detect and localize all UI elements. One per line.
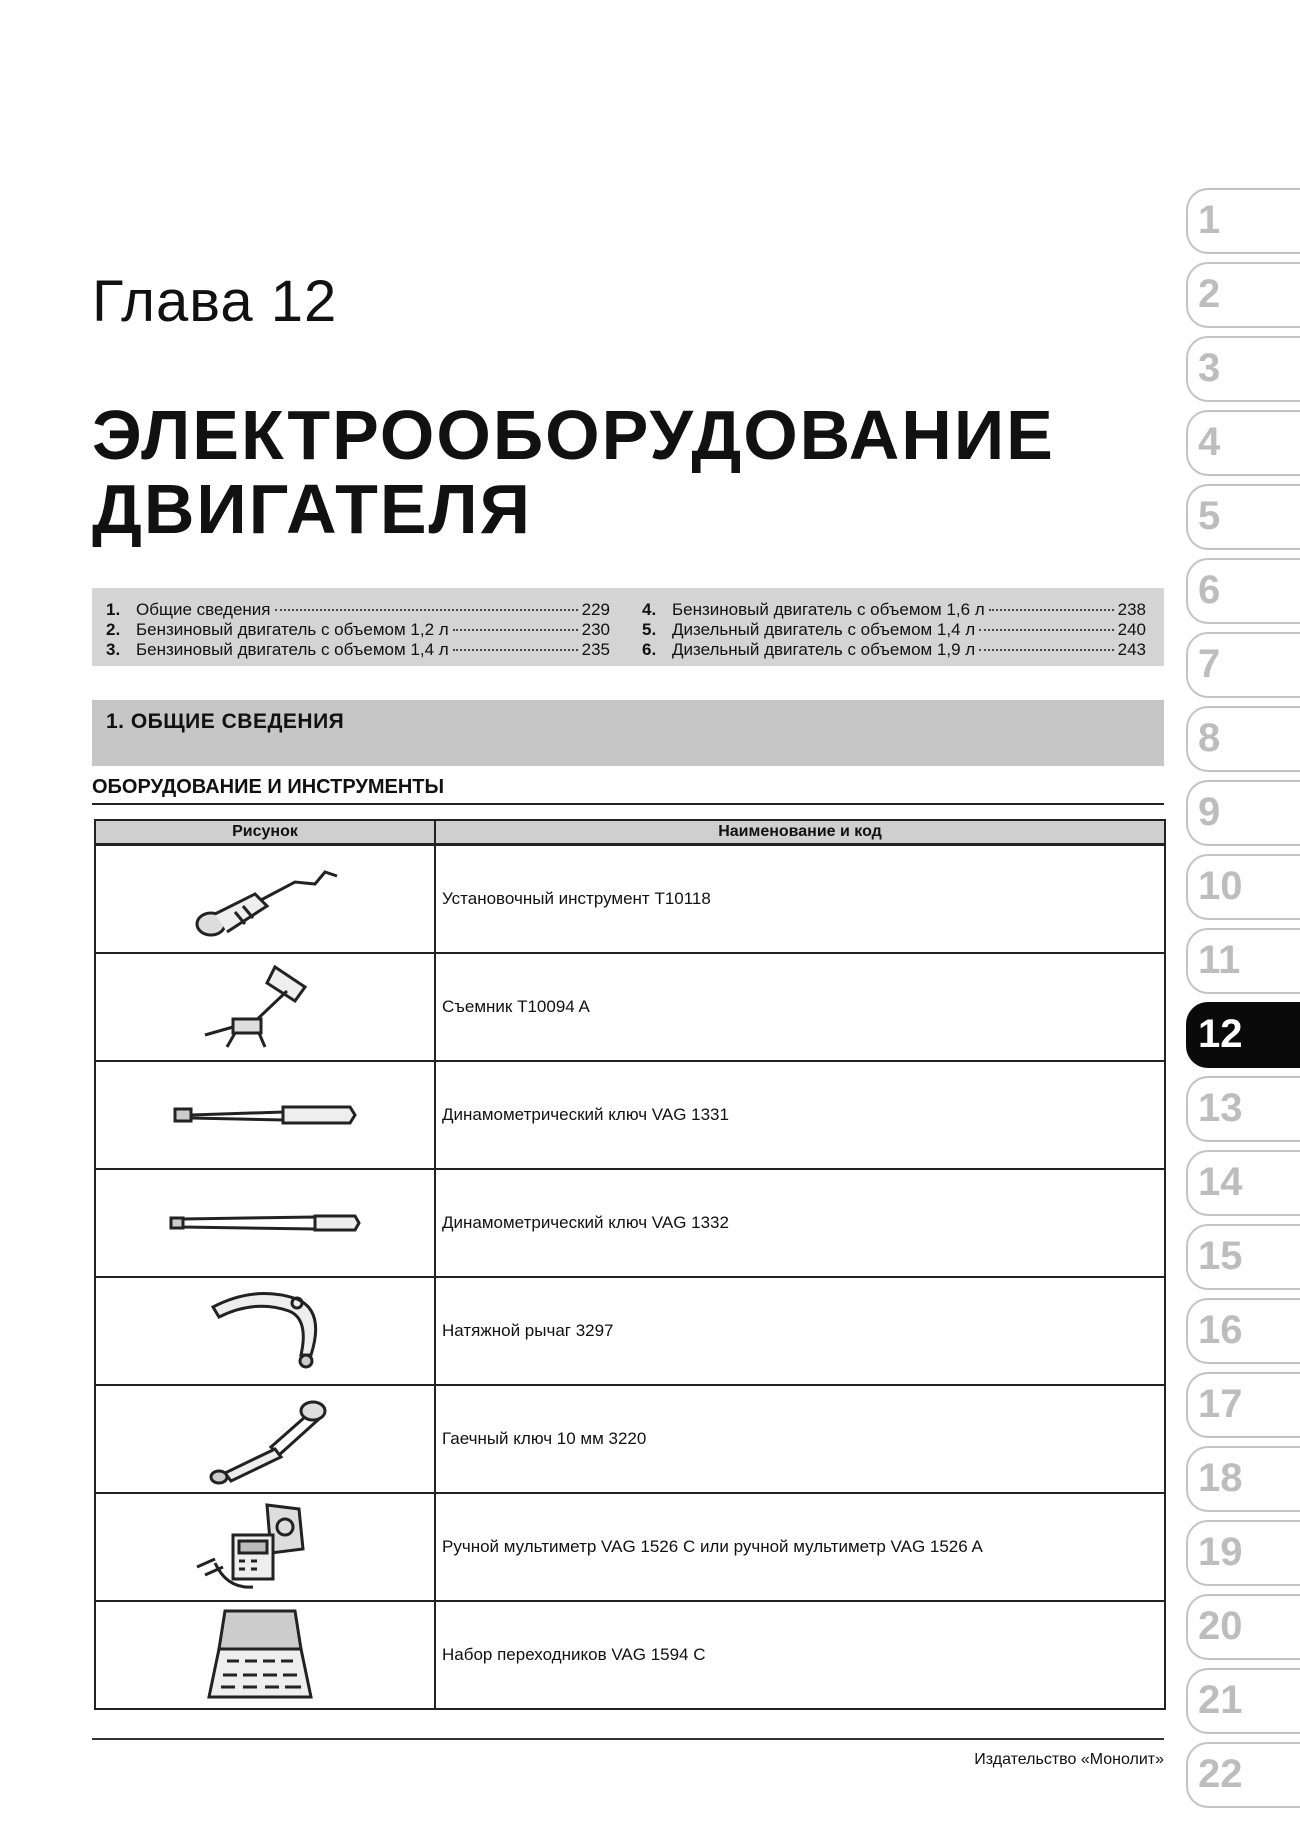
contents-item-text: Дизельный двигатель с объемом 1,9 л	[672, 640, 976, 659]
contents-item-text: Бензиновый двигатель с объемом 1,6 л	[672, 600, 985, 619]
contents-item-number: 3.	[106, 640, 121, 659]
chapter-tab-17[interactable]	[1186, 1372, 1300, 1438]
contents-item-text: Дизельный двигатель с объемом 1,4 л	[672, 620, 976, 639]
table-row	[95, 953, 1165, 1061]
tool-name: Ручной мультиметр VAG 1526 C или ручной мультиметр VAG 1526 A	[435, 1493, 1165, 1601]
contents-item[interactable]	[106, 600, 610, 620]
chapter-tab-12-active[interactable]	[1186, 1002, 1300, 1068]
chapter-tab-1[interactable]	[1186, 188, 1300, 254]
table-row	[95, 1061, 1165, 1169]
tool-name: Натяжной рычаг 3297	[435, 1277, 1165, 1385]
chapter-tab-20[interactable]	[1186, 1594, 1300, 1660]
chapter-tab-5[interactable]	[1186, 484, 1300, 550]
tool-name: Динамометрический ключ VAG 1331	[435, 1061, 1165, 1169]
chapter-tab-14[interactable]	[1186, 1150, 1300, 1216]
chapter-tab-label: 14	[1198, 1160, 1243, 1204]
table-row	[95, 1385, 1165, 1493]
contents-item-number: 1.	[106, 600, 121, 619]
chapter-title-line-1: ЭЛЕКТРООБОРУДОВАНИЕ	[92, 396, 1055, 474]
tool-name: Гаечный ключ 10 мм 3220	[435, 1385, 1165, 1493]
contents-item-page: 240	[1117, 620, 1146, 639]
tension-lever-icon	[185, 1281, 345, 1381]
chapter-tab-15[interactable]	[1186, 1224, 1300, 1290]
chapter-tab-label: 12	[1198, 1012, 1243, 1056]
chapter-contents	[92, 588, 1164, 666]
chapter-tabs	[1186, 188, 1300, 1816]
contents-leader	[275, 609, 578, 611]
socket-wrench-icon	[175, 1389, 355, 1489]
picture-cell	[95, 1169, 435, 1277]
contents-leader	[989, 609, 1114, 611]
contents-item-page: 229	[581, 600, 610, 619]
picture-cell	[95, 1385, 435, 1493]
chapter-label: Глава 12	[92, 269, 338, 334]
contents-item[interactable]	[106, 640, 610, 660]
chapter-tab-6[interactable]	[1186, 558, 1300, 624]
setting-tool-icon	[175, 854, 355, 944]
contents-item-number: 4.	[642, 600, 657, 619]
contents-item-number: 6.	[642, 640, 657, 659]
subsection-divider	[92, 803, 1164, 805]
torque-wrench-icon	[165, 1095, 365, 1135]
tool-name: Установочный инструмент T10118	[435, 845, 1165, 954]
contents-item-text: Общие сведения	[136, 600, 271, 619]
contents-item[interactable]	[642, 600, 1146, 620]
chapter-tab-label: 7	[1198, 642, 1221, 686]
table-row	[95, 1493, 1165, 1601]
column-header-picture: Рисунок	[95, 820, 435, 845]
puller-icon	[175, 957, 355, 1057]
chapter-tab-label: 2	[1198, 272, 1221, 316]
tool-name: Динамометрический ключ VAG 1332	[435, 1169, 1165, 1277]
chapter-tab-label: 19	[1198, 1530, 1243, 1574]
chapter-tab-18[interactable]	[1186, 1446, 1300, 1512]
chapter-tab-8[interactable]	[1186, 706, 1300, 772]
multimeter-icon	[175, 1497, 355, 1597]
chapter-tab-22[interactable]	[1186, 1742, 1300, 1808]
adapter-case-icon	[175, 1605, 355, 1705]
chapter-tab-label: 5	[1198, 494, 1221, 538]
table-header-row	[95, 820, 1165, 845]
tool-name: Съемник T10094 A	[435, 953, 1165, 1061]
publisher-credit: Издательство «Монолит»	[974, 1751, 1164, 1768]
chapter-title-line-2: ДВИГАТЕЛЯ	[92, 470, 532, 548]
chapter-tab-label: 15	[1198, 1234, 1243, 1278]
chapter-tab-label: 22	[1198, 1752, 1243, 1796]
table-row	[95, 1601, 1165, 1709]
tools-table	[94, 819, 1166, 1710]
chapter-tab-7[interactable]	[1186, 632, 1300, 698]
subsection-title: ОБОРУДОВАНИЕ И ИНСТРУМЕНТЫ	[92, 776, 445, 798]
chapter-tab-label: 10	[1198, 864, 1243, 908]
chapter-tab-4[interactable]	[1186, 410, 1300, 476]
footer-divider	[92, 1738, 1164, 1740]
chapter-tab-label: 21	[1198, 1678, 1243, 1722]
chapter-tab-9[interactable]	[1186, 780, 1300, 846]
chapter-tab-21[interactable]	[1186, 1668, 1300, 1734]
picture-cell	[95, 1493, 435, 1601]
picture-cell	[95, 845, 435, 954]
column-header-name: Наименование и код	[435, 820, 1165, 845]
chapter-tab-label: 1	[1198, 198, 1221, 242]
contents-item-page: 235	[581, 640, 610, 659]
contents-item-number: 5.	[642, 620, 657, 639]
contents-item-number: 2.	[106, 620, 121, 639]
tool-name: Набор переходников VAG 1594 C	[435, 1601, 1165, 1709]
chapter-tab-label: 9	[1198, 790, 1221, 834]
chapter-tab-label: 17	[1198, 1382, 1243, 1426]
table-row	[95, 1169, 1165, 1277]
chapter-tab-label: 13	[1198, 1086, 1243, 1130]
chapter-tab-label: 20	[1198, 1604, 1243, 1648]
chapter-tab-label: 18	[1198, 1456, 1243, 1500]
contents-item[interactable]	[642, 620, 1146, 640]
chapter-tab-3[interactable]	[1186, 336, 1300, 402]
chapter-tab-11[interactable]	[1186, 928, 1300, 994]
section-heading-bar	[92, 700, 1164, 766]
contents-item-page: 243	[1117, 640, 1146, 659]
chapter-tab-13[interactable]	[1186, 1076, 1300, 1142]
table-row	[95, 1277, 1165, 1385]
contents-leader	[979, 649, 1113, 651]
torque-wrench-icon	[165, 1203, 365, 1243]
contents-leader	[453, 649, 578, 651]
picture-cell	[95, 1277, 435, 1385]
chapter-tab-label: 6	[1198, 568, 1221, 612]
contents-column-right	[642, 600, 1146, 660]
picture-cell	[95, 1601, 435, 1709]
contents-item-text: Бензиновый двигатель с объемом 1,2 л	[136, 620, 449, 639]
chapter-tab-label: 4	[1198, 420, 1221, 464]
chapter-tab-16[interactable]	[1186, 1298, 1300, 1364]
contents-item[interactable]	[106, 620, 610, 640]
contents-item-page: 238	[1117, 600, 1146, 619]
contents-leader	[979, 629, 1113, 631]
chapter-tab-19[interactable]	[1186, 1520, 1300, 1586]
contents-leader	[453, 629, 578, 631]
picture-cell	[95, 953, 435, 1061]
chapter-tab-2[interactable]	[1186, 262, 1300, 328]
chapter-title	[92, 398, 1055, 546]
chapter-tab-10[interactable]	[1186, 854, 1300, 920]
contents-item[interactable]	[642, 640, 1146, 660]
chapter-tab-label: 8	[1198, 716, 1221, 760]
contents-column-left	[106, 600, 610, 660]
table-row	[95, 845, 1165, 954]
contents-item-text: Бензиновый двигатель с объемом 1,4 л	[136, 640, 449, 659]
chapter-tab-label: 16	[1198, 1308, 1243, 1352]
picture-cell	[95, 1061, 435, 1169]
contents-item-page: 230	[581, 620, 610, 639]
chapter-tab-label: 3	[1198, 346, 1221, 390]
chapter-tab-label: 11	[1198, 938, 1241, 982]
section-title: 1. ОБЩИЕ СВЕДЕНИЯ	[106, 710, 345, 733]
